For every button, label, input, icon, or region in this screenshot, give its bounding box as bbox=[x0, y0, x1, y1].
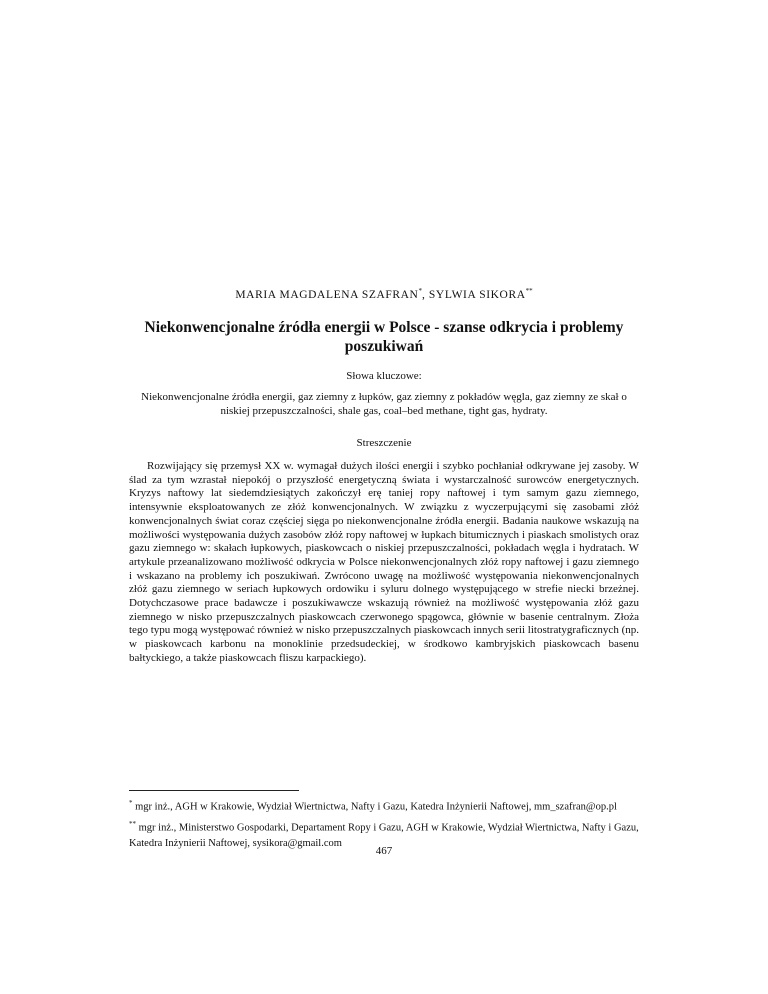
footnote-mark-1: * bbox=[129, 799, 133, 807]
footnote-divider bbox=[129, 790, 299, 791]
author-name-2: SYLWIA SIKORA bbox=[428, 288, 526, 301]
author-footnote-mark-1: * bbox=[418, 287, 422, 295]
page-number: 467 bbox=[375, 845, 393, 857]
paper-title: Niekonwencjonalne źródła energii w Polsce - szanse odkrycia i problemy poszukiwań bbox=[144, 319, 624, 355]
footnotes bbox=[129, 795, 639, 852]
footnote-text-2: mgr inż., Ministerstwo Gospodarki, Departament Ropy i Gazu, AGH w Krakowie, Wydział Wiertnictwa, Nafty i Gazu, Katedra Inżynierii Naftowej, sysikora@gmail.com bbox=[129, 822, 639, 849]
footnote-mark-2: ** bbox=[129, 819, 136, 828]
author-footnote-mark-2: ** bbox=[525, 287, 533, 295]
author-separator: , bbox=[421, 288, 429, 301]
footnote-1 bbox=[129, 795, 639, 816]
abstract-text: Rozwijający się przemysł XX w. wymagał dużych ilości energii i szybko pochłaniał odkrywane jej zasoby. W ślad za tym wzrastał niepokój o przyszłość energetyczną świata i wystarczalność surowców energetycznych. Kryzys naftowy lat siedemdziesiątych zakończył erę taniej ropy naftowej i tym samym gazu ziemnego, intensywnie eksploatowanych ze złóż konwencjonalnych. W związku z wyczerpującymi się zasobami złóż konwencjonalnych świat coraz częściej sięga po niekonwencjonalne źródła energii. Badania naukowe wskazują na możliwości występowania dużych zasobów złóż ropy naftowej w łupkach bitumicznych i piaskach smolistych oraz gazu ziemnego w: skałach łupkowych, piaskowcach o niskiej przepuszczalności, pokładach węgla i hydratach. W artykule przeanalizowano możliwość odkrycia w Polsce niekonwencjonalnych złóż ropy naftowej i gazu ziemnego i wskazano na problemy ich poszukiwań. Zwrócono uwagę na możliwość występowania niekonwencjonalnych złóż gazu ziemnego w seriach łupkowych ordowiku i syluru dolnego występującego w strefie niecki brzeżnej. Dotychczasowe prace badawcze i poszukiwawcze wskazują również na możliwość występowania złóż gazu ziemnego w nisko przepuszczalnych piaskowcach czerwonego spągowca, głównie w basenie centralnym. Złoża tego typu mogą występować również w nisko przepuszczalnych piaskowcach innych serii litostratygraficznych (np. w piaskowcach karbonu na monoklinie przedsudeckiej, w środkowo kambryjskich piaskowcach basenu bałtyckiego, a także piaskowcach fliszu karpackiego). bbox=[129, 460, 639, 664]
keywords-text: Niekonwencjonalne źródła energii, gaz ziemny z łupków, gaz ziemny z pokładów węgla, gaz ziemny ze skał o niskiej przepuszczalności, shale gas, coal–bed methane, tight gas, hydraty. bbox=[141, 391, 627, 417]
footnote-text-1: mgr inż., AGH w Krakowie, Wydział Wiertnictwa, Nafty i Gazu, Katedra Inżynierii Naftowej, mm_szafran@op.pl bbox=[132, 801, 617, 813]
keywords-heading: Słowa kluczowe: bbox=[346, 370, 422, 382]
author-name-1: MARIA MAGDALENA SZAFRAN bbox=[235, 288, 419, 301]
abstract-heading: Streszczenie bbox=[356, 437, 412, 449]
author-line bbox=[0, 287, 768, 301]
